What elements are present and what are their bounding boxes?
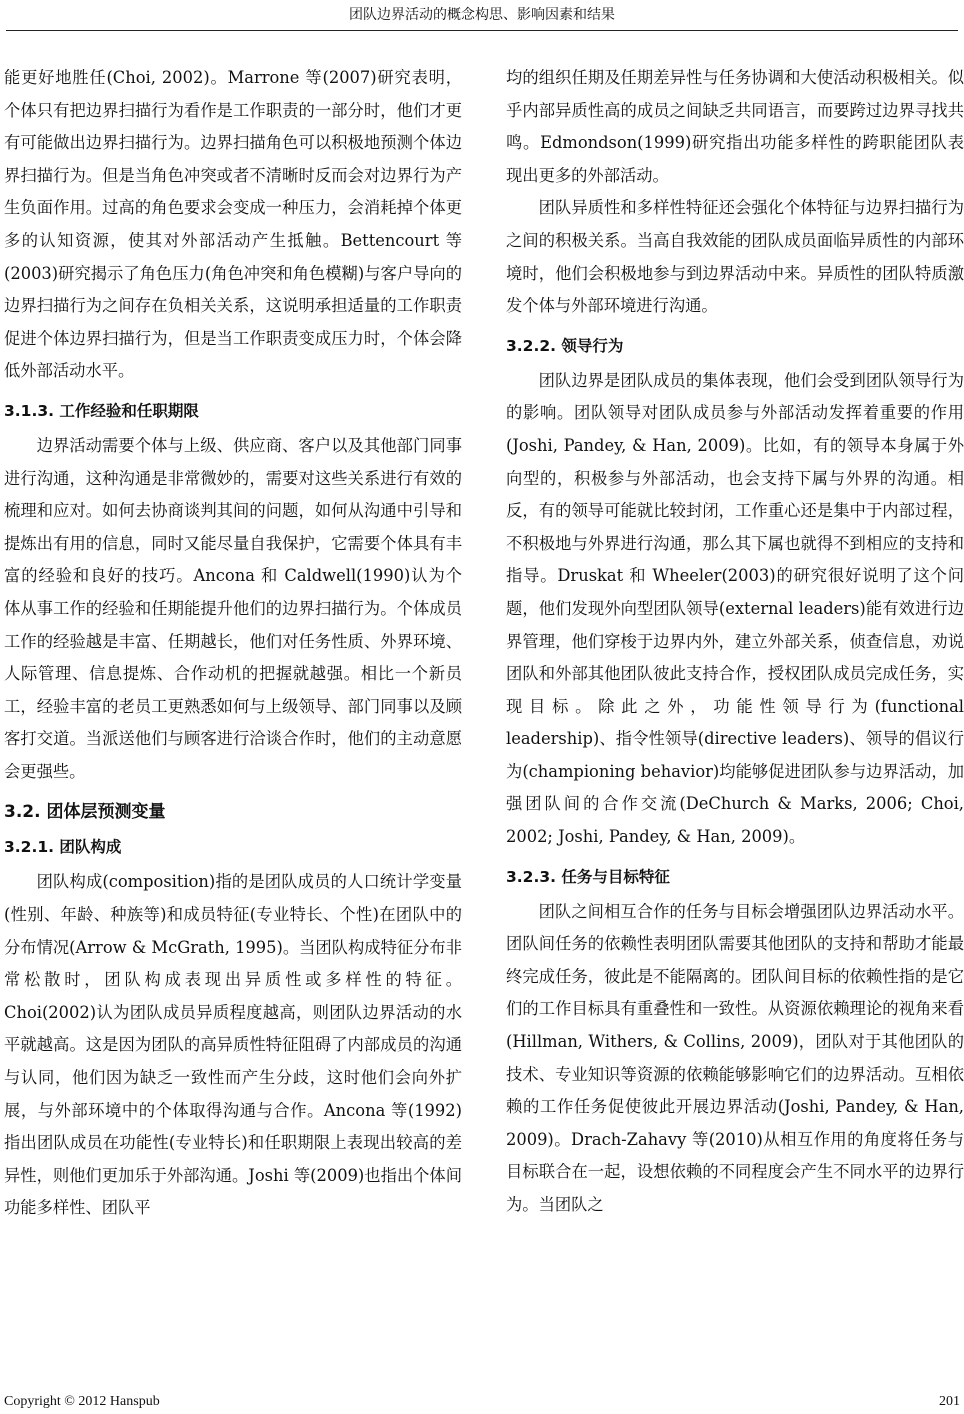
body-paragraph: 团队之间相互合作的任务与目标会增强团队边界活动水平。团队间任务的依赖性表明团队需要其他团队的支持和帮助才能最终完成任务，彼此是不能隔离的。团队间目标的依赖性指的是它们的工作目标具有重叠性和一致性。从资源依赖理论的视角来看(Hillman, Withers, & Collins, 2009)，团队对于其他团队的技术、专业知识等资源的依赖能够影响它们的边界活动。互相依赖的工作任务促使彼此开展边界活动(Joshi, Pandey, & Han, 2009)。Drach-Zahavy 等(2010)从相互作用的角度将任务与目标联合在一起，设想依赖的不同程度会产生不同水平的边界行为。当团队之 [506, 901, 964, 1214]
page-footer [4, 1394, 960, 1410]
header-divider [6, 30, 958, 31]
section-heading-3-2-1: 3.2.1. 团队构成 [4, 838, 122, 857]
body-paragraph: 团队构成(composition)指的是团队成员的人口统计学变量(性别、年龄、种族等)和成员特征(专业特长、个性)在团队中的分布情况(Arrow & McGrath, 1995)。当团队构成特征分布非常松散时，团队构成表现出异质性或多样性的特征。Choi(2002)认为团队成员异质程度越高，则团队边界活动的水平就越高。这是因为团队的高异质性特征阻碍了内部成员的沟通与认同，他们因为缺乏一致性而产生分歧，这时他们会向外扩展，与外部环境中的个体取得沟通与合作。Ancona 等(1992)指出团队成员在功能性(专业特长)和任职期限上表现出较高的差异性，则他们更加乐于外部沟通。Joshi 等(2009)也指出个体间功能多样性、团队平 [4, 872, 462, 1218]
body-paragraph: 团队边界是团队成员的集体表现，他们会受到团队领导行为的影响。团队领导对团队成员参与外部活动发挥着重要的作用(Joshi, Pandey, & Han, 2009)。比如，有的领导本身属于外向型的，积极参与外部活动，也会支持下属与外界的沟通。相反，有的领导可能就比较封闭，工作重心还是集中于内部过程，不积极地与外界进行沟通，那么其下属也就得不到相应的支持和指导。Druskat 和 Wheeler(2003)的研究很好说明了这个问题，他们发现外向型团队领导(external leaders)能有效进行边界管理，他们穿梭于边界内外，建立外部关系，侦查信息，劝说团队和外部其他团队彼此支持合作，授权团队成员完成任务，实现目标。除此之外，功能性领导行为(functional leadership)、指令性领导(directive leaders)、领导的倡议行为(championing behavior)均能够促进团队参与边界活动，加强团队间的合作交流(DeChurch & Marks, 2006; Choi, 2002; Joshi, Pandey, & Han, 2009)。 [506, 370, 964, 847]
section-heading-3-2: 3.2. 团体层预测变量 [4, 802, 166, 823]
page-number: 201 [939, 1394, 960, 1409]
left-column [4, 62, 462, 1225]
section-heading-3-2-2: 3.2.2. 领导行为 [506, 336, 624, 355]
section-heading-3-2-3: 3.2.3. 任务与目标特征 [506, 867, 670, 886]
body-paragraph: 能更好地胜任(Choi, 2002)。Marrone 等(2007)研究表明，个体只有把边界扫描行为看作是工作职责的一部分时，他们才更有可能做出边界扫描行为。边界扫描角色可以积极地预测个体边界扫描行为。但是当角色冲突或者不清晰时反而会对边界行为产生负面作用。过高的角色要求会变成一种压力，会消耗掉个体更多的认知资源，使其对外部活动产生抵触。Bettencourt 等(2003)研究揭示了角色压力(角色冲突和角色模糊)与客户导向的边界扫描行为之间存在负相关关系，这说明承担适量的工作职责促进个体边界扫描行为，但是当工作职责变成压力时，个体会降低外部活动水平。 [4, 68, 462, 381]
body-paragraph: 均的组织任期及任期差异性与任务协调和大使活动积极相关。似乎内部异质性高的成员之间缺乏共同语言，而要跨过边界寻找共鸣。Edmondson(1999)研究指出功能多样性的跨职能团队表现出更多的外部活动。 [506, 68, 964, 185]
body-paragraph: 团队异质性和多样性特征还会强化个体特征与边界扫描行为之间的积极关系。当高自我效能的团队成员面临异质性的内部环境时，他们会积极地参与到边界活动中来。异质性的团队特质激发个体与外部环境进行沟通。 [506, 198, 964, 316]
body-paragraph: 边界活动需要个体与上级、供应商、客户以及其他部门同事进行沟通，这种沟通是非常微妙的，需要对这些关系进行有效的梳理和应对。如何去协商谈判其间的问题，如何从沟通中引导和提炼出有用的信息，同时又能尽量自我保护，它需要个体具有丰富的经验和良好的技巧。Ancona 和 Caldwell(1990)认为个体从事工作的经验和任期能提升他们的边界扫描行为。个体成员工作的经验越是丰富、任期越长，他们对任务性质、外界环境、人际管理、信息提炼、合作动机的把握就越强。相比一个新员工，经验丰富的老员工更熟悉如何与上级领导、部门同事以及顾客打交道。当派送他们与顾客进行洽谈合作时，他们的主动意愿会更强些。 [4, 435, 462, 781]
section-heading-3-1-3: 3.1.3. 工作经验和任职期限 [4, 401, 199, 420]
copyright-notice: Copyright © 2012 Hanspub [4, 1394, 160, 1409]
running-header: 团队边界活动的概念构思、影响因素和结果 [349, 7, 615, 23]
right-column [506, 62, 964, 1222]
